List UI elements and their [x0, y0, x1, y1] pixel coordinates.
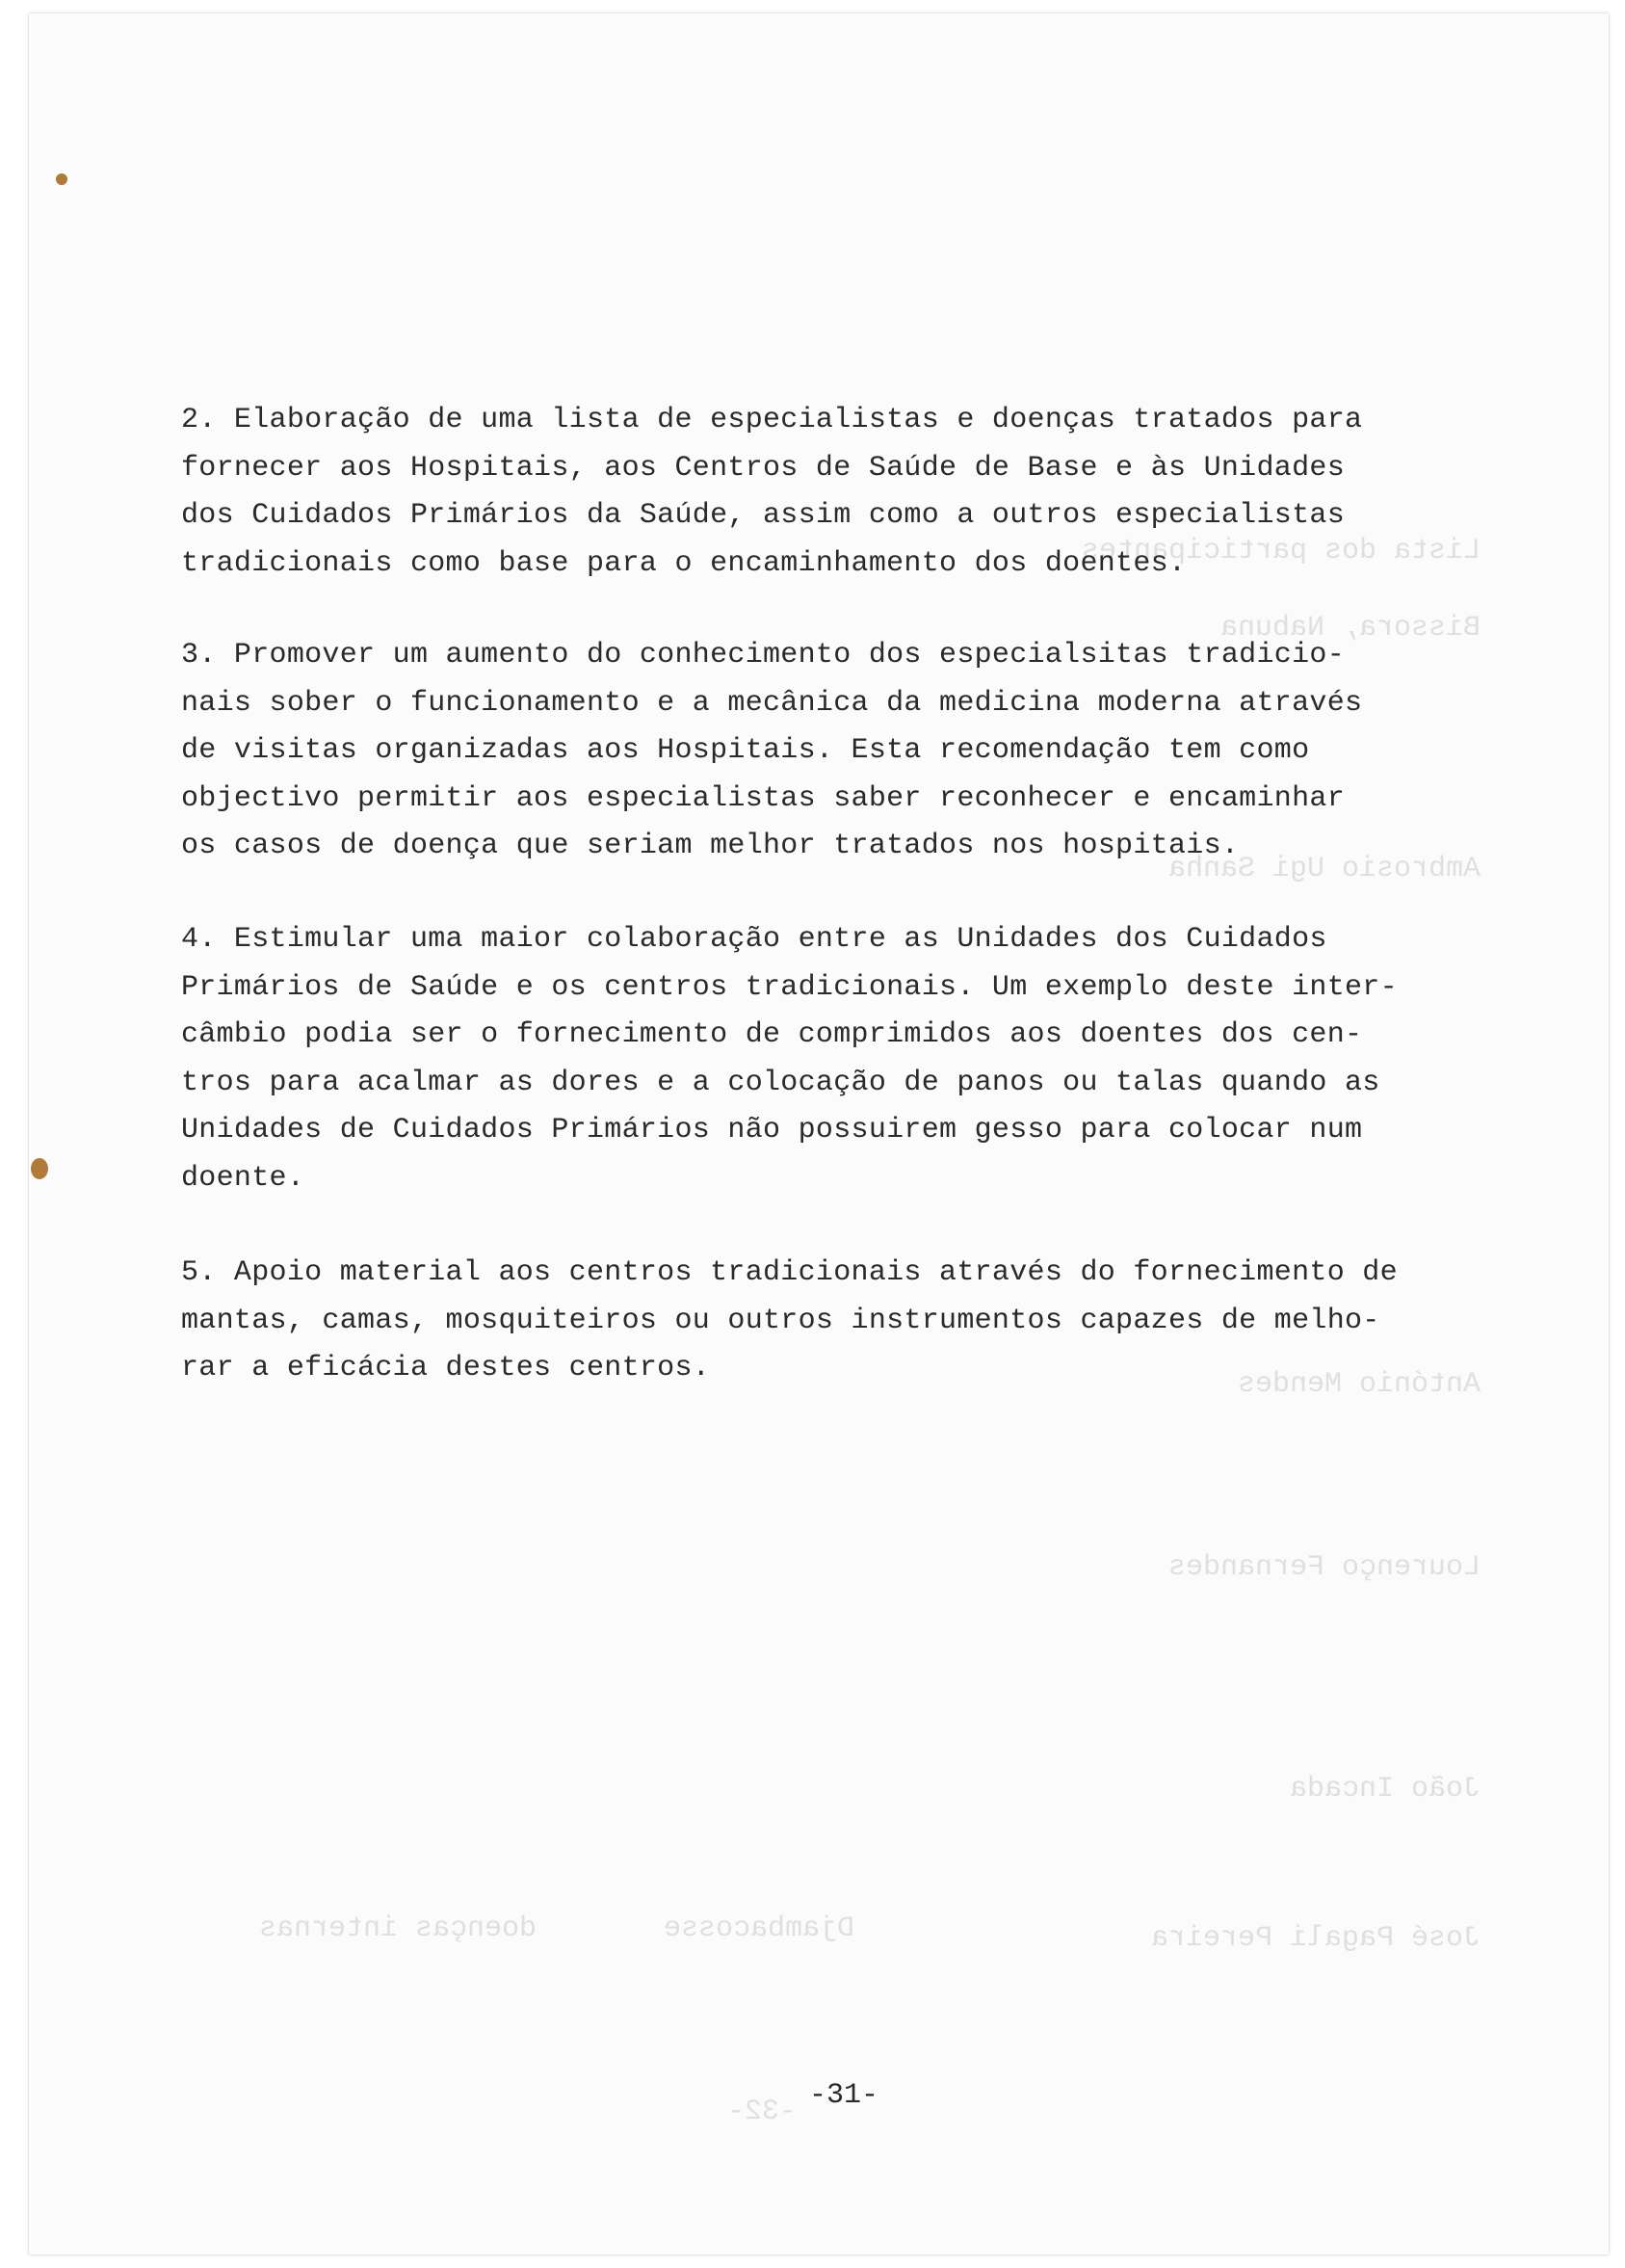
text-line: dos Cuidados Primários da Saúde, assim como a outros especialistas: [181, 499, 1345, 532]
punch-hole-mark: [56, 173, 67, 185]
text-line: tradicionais como base para o encaminhamento dos doentes.: [181, 546, 1187, 580]
text-line: fornecer aos Hospitais, aos Centros de Saúde de Base e às Unidades: [181, 451, 1345, 485]
paragraph-2: [181, 397, 1530, 588]
text-line: objectivo permitir aos especialistas saber reconhecer e encaminhar: [181, 781, 1345, 815]
text-line: de visitas organizadas aos Hospitais. Esta recomendação tem como: [181, 734, 1310, 767]
text-line: 3. Promover um aumento do conhecimento dos especialsitas tradicio-: [181, 639, 1345, 672]
text-line: rar a eficácia destes centros.: [181, 1352, 711, 1385]
bleed-through-decoration: Lista dos participantes Bissora, Nabuna Ambrosio Ugi Sanha António Mendes Lourenço Fernandes João Incada José Pagali Pereira Djambacosse doenças internas -32-: [258, 535, 1481, 2128]
page-number: -31-: [809, 2079, 879, 2112]
text-line: Unidades de Cuidados Primários não possuirem gesso para colocar num: [181, 1114, 1363, 1147]
paragraph-5: [181, 1250, 1530, 1393]
punch-hole-mark: [31, 1158, 48, 1179]
text-line: câmbio podia ser o fornecimento de comprimidos aos doentes dos cen-: [181, 1018, 1363, 1051]
text-line: tros para acalmar as dores e a colocação de panos ou talas quando as: [181, 1066, 1380, 1099]
text-line: nais sober o funcionamento e a mecânica da medicina moderna através: [181, 686, 1363, 720]
text-line: os casos de doença que seriam melhor tratados nos hospitais.: [181, 830, 1240, 862]
paragraph-3: [181, 632, 1530, 871]
text-line: 5. Apoio material aos centros tradicionais através do fornecimento de: [181, 1256, 1398, 1289]
text-line: Primários de Saúde e os centros tradicionais. Um exemplo deste inter-: [181, 970, 1398, 1004]
text-line: 4. Estimular uma maior colaboração entre as Unidades dos Cuidados: [181, 923, 1327, 956]
text-line: mantas, camas, mosquiteiros ou outros instrumentos capazes de melho-: [181, 1304, 1380, 1337]
paragraph-4: [181, 916, 1530, 1202]
text-line: 2. Elaboração de uma lista de especialistas e doenças tratados para: [181, 404, 1363, 436]
text-line: doente.: [181, 1161, 305, 1195]
